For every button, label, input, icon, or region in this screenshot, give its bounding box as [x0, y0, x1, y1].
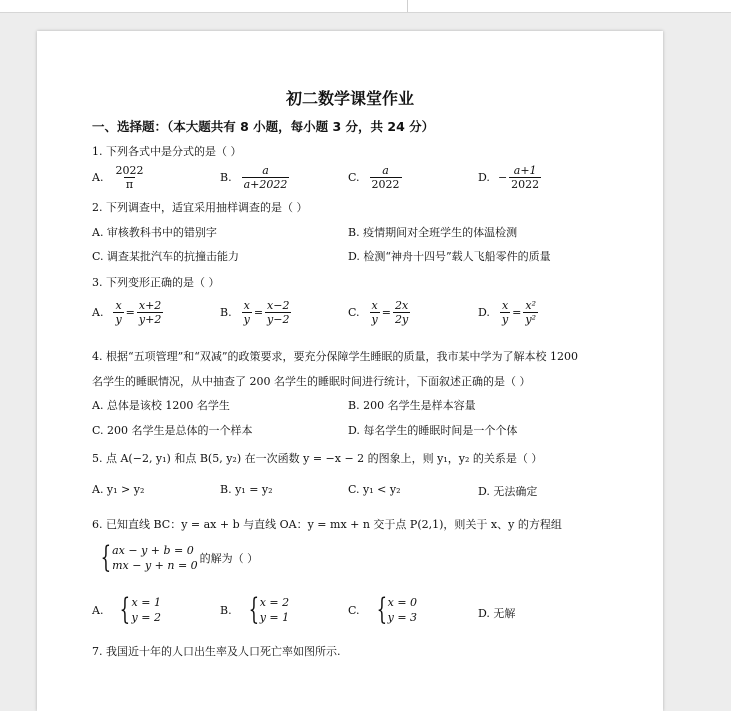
option-label: C. — [348, 603, 360, 617]
q2-option-b: B. 疫情期间对全班学生的体温检测 — [348, 226, 518, 239]
fraction — [242, 164, 290, 191]
numerator: x — [115, 299, 122, 312]
q5-stem: 5. 点 A(−2, y₁) 和点 B(5, y₂) 在一次函数 y = −x − 2 的图象上，则 y₁，y₂ 的关系是（ ） — [92, 452, 543, 465]
denominator: y−2 — [267, 313, 290, 326]
q4-option-c: C. 200 名学生是总体的一个样本 — [92, 424, 253, 437]
section-heading: 一、选择题：（本大题共有 8 小题，每小题 3 分，共 24 分） — [92, 119, 435, 134]
q6-stem: 6. 已知直线 BC：y = ax + b 与直线 OA：y = mx + n 交于点 P(2,1)，则关于 x、y 的方程组 — [92, 518, 562, 531]
left-brace: { — [120, 592, 131, 627]
fraction — [500, 299, 510, 326]
q6-option-c — [348, 592, 418, 627]
q5-option-a: A. y₁ > y₂ — [92, 483, 145, 496]
q4-option-d: D. 每名学生的睡眠时间是一个个体 — [348, 424, 518, 437]
q4-stem-line2: 名学生的睡眠情况，从中抽查了 200 名学生的睡眠时间进行统计，下面叙述正确的是（ ） — [92, 375, 531, 388]
q3-option-b — [220, 299, 293, 326]
equals-sign: = — [512, 306, 522, 319]
numerator: 2x — [394, 299, 409, 312]
option-label: C. — [348, 171, 360, 184]
fraction — [370, 299, 380, 326]
denominator: π — [125, 178, 134, 191]
system-lines — [132, 595, 161, 625]
system-tail: 的解为（ ） — [199, 552, 259, 565]
option-label: A. — [92, 171, 104, 184]
numerator: x+2 — [138, 299, 162, 312]
q2-stem: 2. 下列调查中，适宜采用抽样调查的是（ ） — [92, 201, 308, 214]
denominator: 2022 — [511, 178, 540, 191]
denominator: a+2022 — [243, 178, 288, 191]
q1-option-d — [478, 164, 543, 191]
fraction — [113, 164, 145, 191]
option-label: B. — [220, 171, 232, 184]
option-label: A. — [92, 603, 104, 617]
option-label: D. — [478, 306, 490, 319]
fraction — [265, 299, 291, 326]
q2-option-a: A. 审核教科书中的错别字 — [92, 226, 217, 239]
fraction — [137, 299, 163, 326]
fraction — [113, 299, 123, 326]
q5-option-b: B. y₁ = y₂ — [220, 483, 273, 496]
solution-x: x = 1 — [131, 596, 161, 609]
option-label: B. — [220, 306, 232, 319]
system-eq-2: mx − y + n = 0 — [112, 559, 198, 572]
numerator: x — [371, 299, 378, 312]
q2-option-d: D. 检测“神舟十四号”载人飞船零件的质量 — [348, 250, 551, 263]
denominator: y² — [525, 313, 536, 326]
numerator: 2022 — [115, 164, 144, 177]
q5-option-c: C. y₁ < y₂ — [348, 483, 401, 496]
equals-sign: = — [125, 306, 135, 319]
system-lines — [388, 595, 417, 625]
numerator: a — [262, 164, 269, 177]
numerator: a — [382, 164, 389, 177]
system-lines — [260, 595, 289, 625]
left-brace: { — [248, 592, 259, 627]
solution-x: x = 0 — [387, 596, 418, 609]
q2-option-c: C. 调查某批汽车的抗撞击能力 — [92, 250, 240, 263]
q3-option-d — [478, 299, 540, 326]
q6-equation-system — [92, 540, 259, 575]
q4-stem-line1: 4. 根据“五项管理”和“双减”的政策要求，要充分保障学生睡眠的质量，我市某中学为了解本校 1200 — [92, 350, 578, 363]
viewer-toolbar — [0, 0, 731, 13]
numerator: x² — [525, 299, 536, 312]
denominator: 2y — [394, 313, 409, 326]
q3-option-c — [348, 299, 412, 326]
option-label: B. — [220, 603, 232, 617]
system-eq-1: ax − y + b = 0 — [112, 544, 194, 557]
q3-stem: 3. 下列变形正确的是（ ） — [92, 276, 220, 289]
solution-y: y = 1 — [259, 611, 290, 624]
solution-y: y = 3 — [387, 611, 418, 624]
numerator: a+1 — [513, 164, 537, 177]
q3-option-a — [92, 299, 165, 326]
q7-stem: 7. 我国近十年的人口出生率及人口死亡率如图所示. — [92, 645, 341, 658]
denominator: y+2 — [138, 313, 162, 326]
numerator: x — [501, 299, 509, 312]
q4-option-b: B. 200 名学生是样本容量 — [348, 399, 476, 412]
solution-y: y = 2 — [131, 611, 161, 624]
q1-stem: 1. 下列各式中是分式的是（ ） — [92, 145, 242, 158]
q6-option-d: D. 无解 — [478, 607, 516, 620]
left-brace: { — [100, 540, 112, 575]
fraction — [242, 299, 252, 326]
q6-option-a — [92, 592, 161, 627]
system-lines — [112, 543, 198, 573]
q6-option-b — [220, 592, 290, 627]
fraction — [509, 164, 541, 191]
denominator: y — [501, 313, 509, 326]
denominator: y — [243, 313, 250, 326]
fraction — [523, 299, 538, 326]
denominator: 2022 — [371, 178, 400, 191]
q1-option-c — [348, 164, 404, 191]
solution-x: x = 2 — [259, 596, 290, 609]
option-label: C. — [348, 306, 360, 319]
q4-option-a: A. 总体是该校 1200 名学生 — [92, 399, 230, 412]
option-label: D. — [478, 171, 490, 184]
numerator: x−2 — [267, 299, 290, 312]
q1-option-b — [220, 164, 291, 191]
denominator: y — [371, 313, 378, 326]
q1-option-a — [92, 164, 147, 191]
denominator: y — [115, 313, 122, 326]
toolbar-divider — [407, 0, 408, 12]
option-label: A. — [92, 306, 104, 319]
q5-option-d: D. 无法确定 — [478, 485, 538, 498]
equals-sign: = — [253, 306, 264, 319]
numerator: x — [243, 299, 250, 312]
fraction — [393, 299, 410, 326]
minus-sign: − — [497, 171, 508, 184]
left-brace: { — [376, 592, 387, 627]
document-page — [37, 31, 663, 711]
equals-sign: = — [381, 306, 391, 319]
page-title: 初二数学课堂作业 — [285, 89, 414, 108]
fraction — [370, 164, 402, 191]
